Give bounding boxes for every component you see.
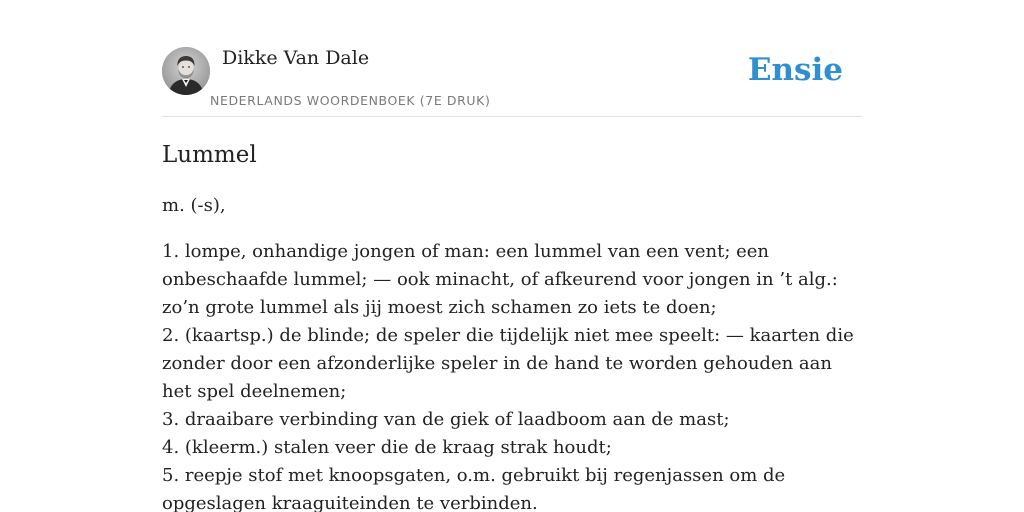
ensie-logo-link[interactable]: Ensie	[747, 52, 843, 88]
grammar-info: m. (-s),	[162, 195, 226, 216]
definition-item: 4. (kleerm.) stalen veer die de kraag strak houdt;	[162, 437, 612, 458]
definition-item: 5. reepje stof met knoopsgaten, o.m. gebruikt bij regenjassen om de opgeslagen kraaguiteinden te verbinden.	[162, 465, 786, 512]
author-name[interactable]: Dikke Van Dale	[222, 47, 370, 69]
portrait-photo-icon	[162, 47, 210, 95]
dictionary-name[interactable]: NEDERLANDS WOORDENBOEK (7E DRUK)	[210, 93, 491, 108]
entry-title: Lummel	[162, 142, 257, 168]
definition-item: 3. draaibare verbinding van de giek of laadboom aan de mast;	[162, 409, 730, 430]
entry-header	[162, 46, 862, 117]
author-avatar	[162, 47, 210, 95]
definition-item: 2. (kaartsp.) de blinde; de speler die tijdelijk niet mee speelt: — kaarten die zonder door een afzonderlijke speler in de hand te worden gehouden aan het spel deelnemen;	[162, 325, 854, 402]
entry-content	[162, 192, 867, 512]
definition-item: 1. lompe, onhandige jongen of man: een lummel van een vent; een onbeschaafde lummel; — ook minacht, of afkeurend voor jongen in ’t alg.: zo’n grote lummel als jij moest zich schamen zo iets te doen;	[162, 241, 838, 318]
